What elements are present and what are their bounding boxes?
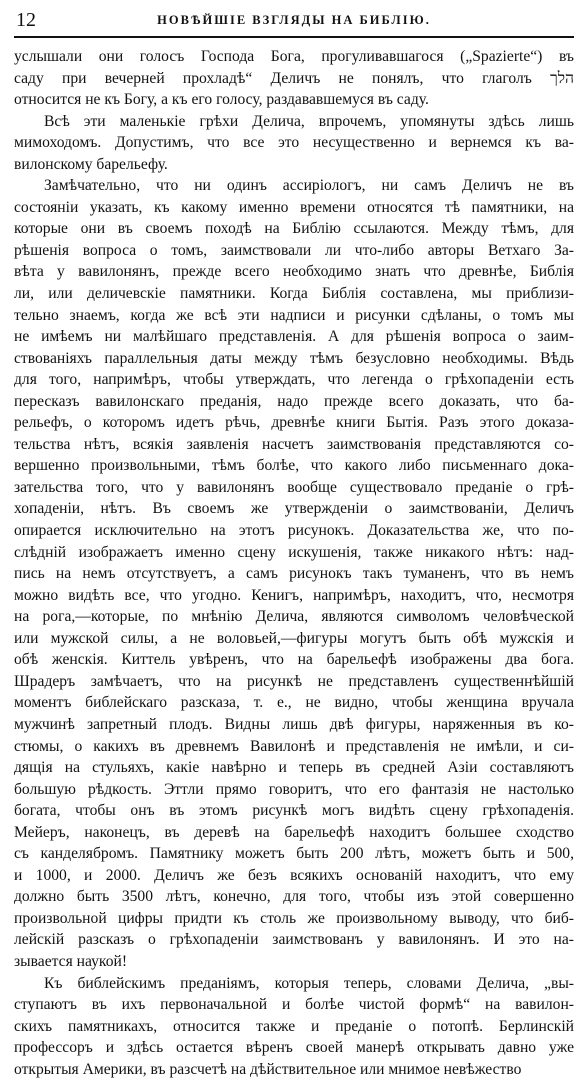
text-line: дящія на стульяхъ, какіе навѣрно и теперь въ средней Азіи составляютъ: [14, 759, 574, 777]
text-line: зательства того, что у вавилонянъ вообще существовало преданіе о грѣ-: [14, 478, 574, 496]
text-line: вершенно произвольными, тѣмъ болѣе, что какого либо письменнаго дока-: [14, 457, 574, 475]
text-line: скихъ памятникахъ, относится также и преданіе о потопѣ. Берлинскій: [14, 1017, 574, 1035]
text-line: мимоходомъ. Допустимъ, что все это несущественно и вернемся къ ва-: [14, 134, 574, 152]
text-line: должно быть 3500 лѣтъ, конечно, для того, чтобы изъ этой совершенно: [14, 888, 574, 906]
page-header: [14, 8, 574, 38]
text-line: или мужской силы, а не воловьей,—фигуры могутъ быть обѣ мужскія и: [14, 629, 574, 647]
text-line: стюмы, о какихъ въ древнемъ Вавилонѣ и представленія не имѣли, и си-: [14, 737, 574, 755]
paragraph: [14, 175, 574, 972]
text-line: большую рѣдкость. Эттли прямо говоритъ, что его фантазія не настолько: [14, 780, 574, 798]
text-line: на рога,—которые, по мнѣнію Делича, являются символомъ человѣческой: [14, 608, 574, 626]
text-line: Шрадеръ замѣчаетъ, что на рисункѣ не представленъ существеннѣйшій: [14, 672, 574, 690]
paragraph: [14, 111, 574, 176]
text-line: и 1000, и 2000. Деличъ же безъ всякихъ основаній находитъ, что ему: [14, 866, 574, 884]
text-line: профессоръ и здѣсь остается вѣренъ своей манерѣ открывать давно уже: [14, 1039, 574, 1057]
text-line: тельства нѣтъ, всякія заявленія насчетъ заимствованія представляются со-: [14, 435, 574, 453]
text-line: которые они въ своемъ походѣ на Библію ссылаются. Между тѣмъ, для: [14, 220, 574, 238]
text-line: лейскій разсказъ о грѣхопаденіи заимствованъ у вавилонянъ. И это на-: [14, 931, 574, 949]
text-line: не имѣемъ ни малѣйшаго представленія. А для рѣшенія вопроса о заим-: [14, 328, 574, 346]
text-line: ствованіяхъ параллельныя даты между тѣмъ безусловно необходимы. Вѣдь: [14, 349, 574, 367]
text-line: Мейеръ, наконецъ, въ деревѣ на барельефѣ находитъ большее сходство: [14, 823, 574, 841]
page-number: 12: [16, 9, 36, 31]
paragraph: [14, 46, 574, 111]
text-line: пись на немъ отсутствуетъ, а самъ рисунокъ такъ туманенъ, что въ немъ: [14, 565, 574, 583]
text-line: открытыя Америки, въ разсчетѣ на дѣйствительное или мнимое невѣжество: [14, 1060, 522, 1078]
text-line: вѣта у вавилонянъ, прежде всего необходимо знать что древнѣе, Библія: [14, 263, 574, 281]
text-line: слѣдній изображаетъ именно сцену искушенія, также никакого нѣтъ: над-: [14, 543, 574, 561]
text-line: пересказъ вавилонскаго преданія, надо прежде всего доказать, что ба-: [14, 392, 574, 410]
text-line: состояніи указать, къ какому именно времени относятся тѣ памятники, на: [14, 198, 574, 216]
text-line: Всѣ эти маленькіе грѣхи Делича, впрочемъ, упомянуты здѣсь лишь: [44, 112, 574, 130]
text-line: произвольной цифры придти къ столь же произвольному выводу, что биб-: [14, 909, 574, 927]
text-line: рѣшенія вопроса о томъ, заимствовали ли что-либо авторы Ветхаго За-: [14, 241, 574, 259]
header-rule: [14, 36, 574, 38]
text-line: Къ библейскимъ преданіямъ, которыя теперь, словами Делича, „вы-: [44, 974, 574, 992]
text-line: тельно знаемъ, когда же всѣ эти надписи и рисунки сдѣланы, о томъ мы: [14, 306, 574, 324]
text-line: ли, или деличевскіе памятники. Когда Библія составлена, мы приблизи-: [14, 285, 574, 303]
text-line: вилонскому барельефу.: [14, 155, 168, 173]
text-line: съ канделябромъ. Памятнику можетъ быть 200 лѣтъ, можетъ быть и 500,: [14, 845, 574, 863]
text-line: мужчинѣ запретный плодъ. Видны лишь двѣ фигуры, наряженныя въ ко-: [14, 715, 574, 733]
body-text: [14, 46, 574, 1080]
text-line: ступаютъ въ ихъ первоначальной и болѣе чистой формѣ“ на вавилон-: [14, 996, 574, 1014]
text-line: рельефъ, о которомъ идетъ рѣчь, древнѣе книги Бытія. Разъ этого доказа-: [14, 414, 574, 432]
paragraph: [14, 973, 574, 1080]
text-line: услышали они голосъ Господа Бога, прогуливавшагося („Spazierte“) въ: [14, 48, 574, 65]
text-line: опирается исключительно на этотъ рисунокъ. Доказательства же, что по-: [14, 522, 574, 540]
running-title: НОВѢЙШІЕ ВЗГЛЯДЫ НА БИБЛІЮ.: [157, 13, 431, 27]
text-line: зывается наукой!: [14, 952, 128, 970]
text-line: Замѣчательно, что ни одинъ ассиріологъ, ни самъ Деличъ не въ: [44, 177, 574, 195]
text-line: моментъ библейскаго разсказа, т. е., не видно, чтобы женщина вручала: [14, 694, 574, 712]
text-line: богата, чтобы онъ въ этомъ рисункѣ могъ видѣть сцену грѣхопаденія.: [14, 802, 574, 820]
text-line: относится не къ Богу, а къ его голосу, раздававшемуся въ саду.: [14, 91, 429, 109]
text-line: саду при вечерней прохладѣ“ Деличъ не понялъ, что глаголъ הלך: [14, 69, 574, 87]
text-line: обѣ женскія. Киттель увѣренъ, что на барельефѣ изображены два бога.: [14, 651, 574, 669]
text-line: можно видѣть все, что угодно. Кенигъ, напримѣръ, находитъ, что, несмотря: [14, 586, 574, 604]
text-line: хопаденіи, нѣтъ. Въ своемъ же утвержденіи о заимствованіи, Деличъ: [14, 500, 574, 518]
text-line: для того, напримѣръ, чтобы утверждать, что легенда о грѣхопаденіи есть: [14, 371, 574, 389]
